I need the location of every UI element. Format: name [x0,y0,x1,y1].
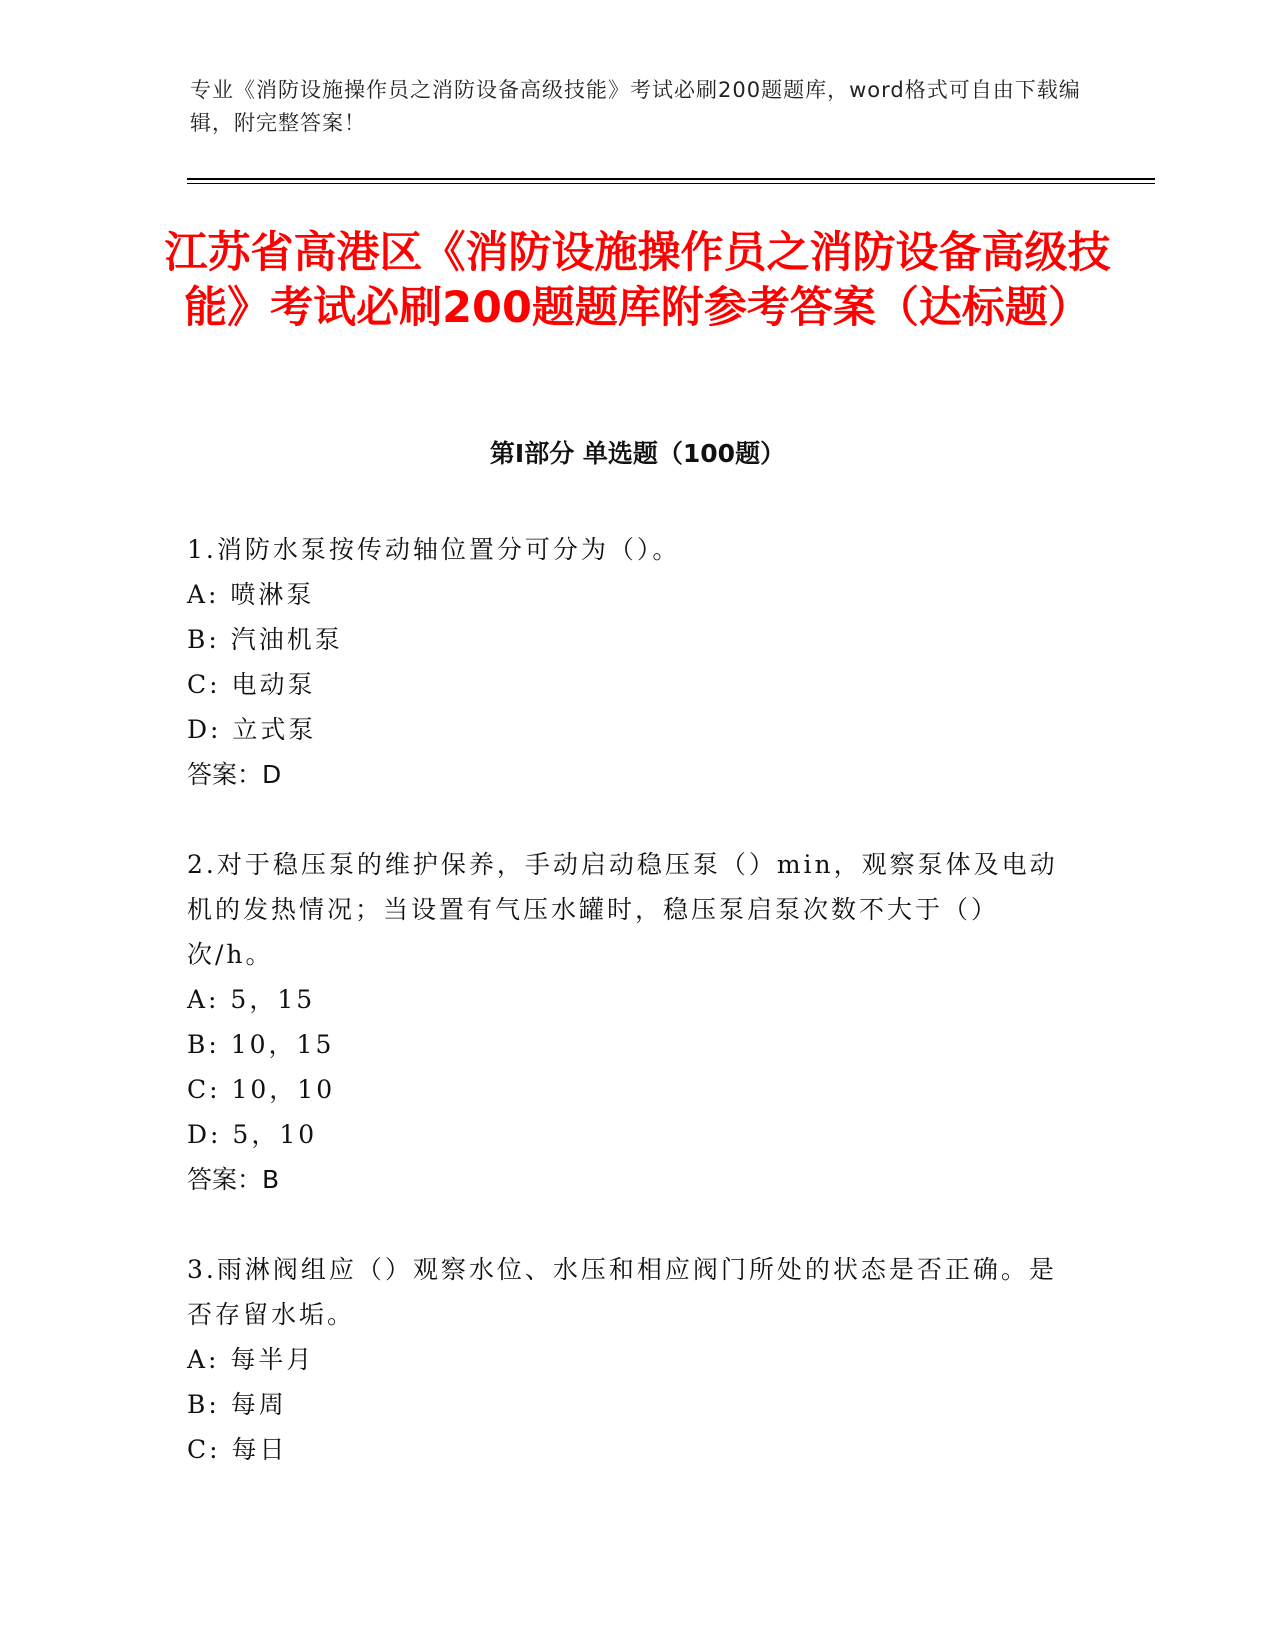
question-stem: 1.消防水泵按传动轴位置分可分为（）。 [187,535,681,564]
header-divider-thick [187,178,1155,180]
option-d: D: 5，10 [187,1120,318,1149]
header-note: 专业《消防设施操作员之消防设备高级技能》考试必刷200题题库，word格式可自由下载编辑，附完整答案！ [190,78,1081,135]
option-b: B: 汽油机泵 [187,625,343,654]
question-3 [187,1247,1077,1472]
answer: 答案：D [187,760,282,789]
option-d: D: 立式泵 [187,715,317,744]
option-c: C: 10，10 [187,1075,336,1104]
question-list [187,527,1077,1517]
document-title: 江苏省高港区《消防设施操作员之消防设备高级技能》考试必刷200题题库附参考答案（达标题） [164,228,1111,333]
option-c: C: 每日 [187,1435,288,1464]
section-title: 第Ⅰ部分 单选题（100题） [489,439,786,468]
question-stem: 3.雨淋阀组应（）观察水位、水压和相应阀门所处的状态是否正确。是否存留水垢。 [187,1255,1057,1329]
answer: 答案：B [187,1165,280,1194]
header-divider-thin [187,183,1155,184]
option-a: A: 喷淋泵 [187,580,315,609]
option-b: B: 10，15 [187,1030,335,1059]
option-a: A: 每半月 [187,1345,315,1374]
option-c: C: 电动泵 [187,670,316,699]
option-b: B: 每周 [187,1390,287,1419]
question-2 [187,842,1077,1202]
option-a: A: 5，15 [187,985,316,1014]
question-stem: 2.对于稳压泵的维护保养，手动启动稳压泵（）min，观察泵体及电动机的发热情况；当设置有气压水罐时，稳压泵启泵次数不大于（）次/h。 [187,850,1058,969]
question-1 [187,527,1077,797]
